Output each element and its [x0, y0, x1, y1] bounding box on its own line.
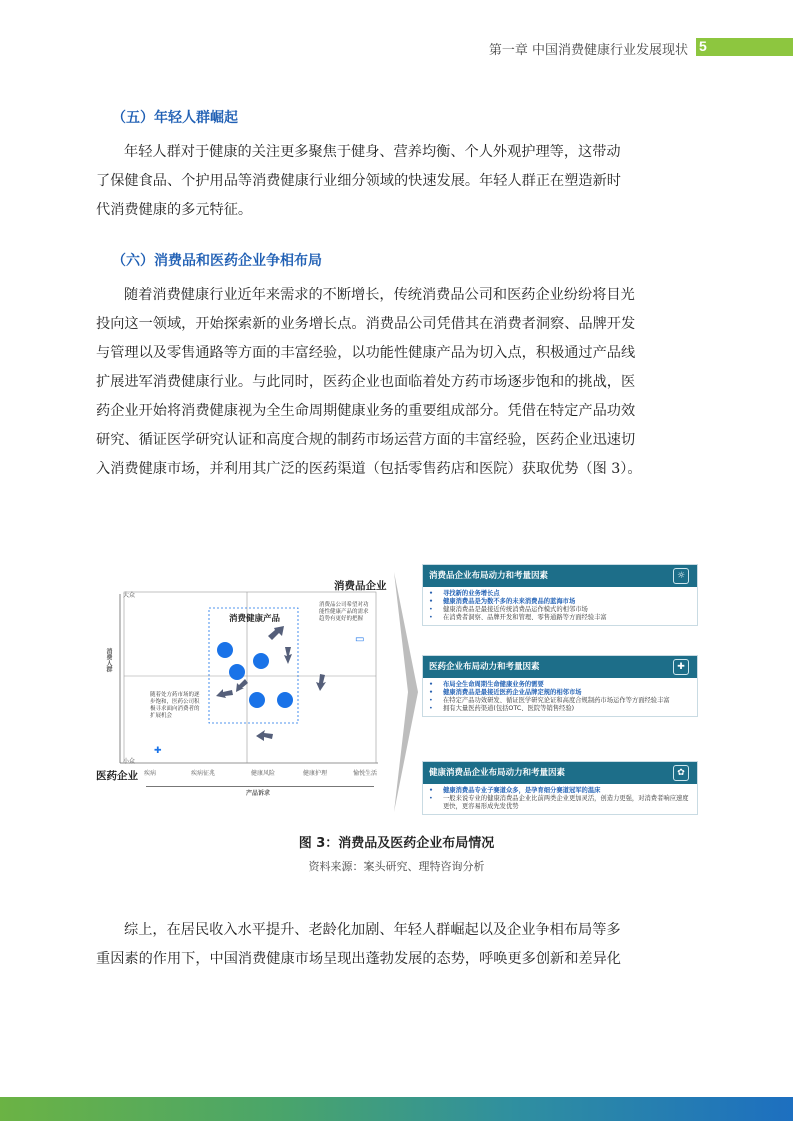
panel-bullet: • 健康消费品是最接近医药企业品牌定规的相邻市场	[429, 689, 582, 696]
panel-bullet: • 布局全生命周期生命健康业务的需要	[429, 681, 544, 688]
paragraph-line: 综上，在居民收入水平提升、老龄化加剧、年轻人群崛起以及企业争相布局等多	[124, 922, 621, 938]
panel-body	[423, 678, 697, 716]
chevron-arrow	[394, 572, 418, 812]
footer-gradient-bar	[0, 1097, 793, 1121]
paragraph-layout	[96, 281, 698, 484]
x-tick-label: 健康风险	[251, 770, 276, 777]
panel-title	[423, 656, 697, 678]
panel-title-text: 消费品企业布局动力和考量因素	[429, 571, 549, 581]
leaf-icon: ✿	[673, 765, 689, 781]
page-number-badge	[696, 38, 793, 56]
panel-bullet: • 一般来说专业的健康消费品企业比前两类企业更加灵活，创造力更强，对消费者响应速度更快，更容易形成先发优势	[429, 795, 689, 810]
paragraph-young	[96, 138, 698, 225]
medicine-icon: ✚	[154, 746, 162, 756]
figure-caption: 图 3：消费品及医药企业布局情况	[298, 836, 495, 851]
paragraph-line: 年轻人群对于健康的关注更多聚焦于健身、营养均衡、个人外观护理等，这带动	[124, 144, 621, 160]
paragraph-line: 与管理以及零售通路等方面的丰富经验，以功能性健康产品为切入点，积极通过产品线	[96, 345, 636, 361]
x-tick-label: 愉悦生活	[353, 770, 378, 777]
paragraph-line: 随着消费健康行业近年来需求的不断增长，传统消费品公司和医药企业纷纷将目光	[124, 287, 635, 303]
x-tick-label: 疾病征兆	[191, 770, 216, 777]
product-circle	[249, 692, 265, 708]
pharma-note: 随着处方药市场的逐步饱和，医药公司积极寻求面向消费者的扩展机会	[150, 692, 200, 719]
paragraph-line: 重因素的作用下，中国消费健康市场呈现出蓬勃发展的态势，呼唤更多创新和差异化	[96, 951, 621, 967]
paragraph-conclusion	[96, 916, 698, 974]
panel-title	[423, 762, 697, 784]
panel-bullet: • 拥有大量医药渠道(包括OTC、医院等销售经验)	[429, 705, 575, 712]
panel-bullet: • 健康消费品是为数不多的未来消费品的蓝海市场	[429, 598, 576, 605]
arrow-group	[216, 626, 326, 741]
x-tick-label: 健康护理	[303, 770, 328, 777]
panel-title-text: 健康消费品企业布局动力和考量因素	[429, 768, 566, 778]
paragraph-line: 药企业开始将消费健康视为全生命周期健康业务的重要组成部分。凭借在特定产品功效	[96, 403, 636, 419]
chapter-title: 第一章 中国消费健康行业发展现状	[488, 43, 688, 58]
panel-body	[423, 587, 697, 625]
panel-bullet: • 寻找新的业务增长点	[429, 590, 500, 597]
pharma-company-label: 医药企业	[96, 770, 138, 782]
section-heading-layout: （六）消费品和医药企业争相布局	[112, 253, 322, 269]
consumer-health-box-label: 消费健康产品	[229, 614, 281, 624]
product-circle	[217, 642, 233, 658]
product-circle	[229, 664, 245, 680]
x-axis-label: 产品诉求	[246, 790, 271, 797]
panel-bullet: • 在消费者洞察、品牌开发和管理、零售通路等方面经验丰富	[429, 614, 607, 621]
panel-title	[423, 565, 697, 587]
panel-health-consumer-factors	[422, 761, 698, 815]
panel-bullet: • 健康消费品专业子赛道众多，是孕育细分赛道冠军的温床	[429, 787, 601, 794]
panel-bullet: • 健康消费品是最接近传统消费品运作模式的相邻市场	[429, 606, 588, 613]
section-heading-young: （五）年轻人群崛起	[112, 110, 238, 126]
panel-body	[423, 784, 697, 814]
figure-source: 资料来源：案头研究、理特咨询分析	[308, 860, 485, 873]
hospital-icon: ✚	[673, 659, 689, 675]
paragraph-line: 研究、循证医学研究认证和高度合规的制药市场运营方面的丰富经验，医药企业迅速切	[96, 432, 636, 448]
paragraph-line: 入消费健康市场，并利用其广泛的医药渠道（包括零售药店和医院）获取优势（图 3）。	[96, 461, 642, 477]
paragraph-line: 投向这一领域，开始探索新的业务增长点。消费品公司凭借其在消费者洞察、品牌开发	[96, 316, 636, 332]
consumer-company-label: 消费品企业	[334, 580, 387, 592]
figure-layout-matrix	[96, 558, 700, 826]
panel-title-text: 医药企业布局动力和考量因素	[429, 662, 540, 672]
product-circle	[253, 653, 269, 669]
y-axis-bottom-label: 小众	[123, 758, 136, 765]
paragraph-line: 扩展进军消费健康行业。与此同时，医药企业也面临着处方药市场逐步饱和的挑战，医	[96, 374, 636, 390]
paragraph-line: 代消费健康的多元特征。	[96, 202, 253, 218]
panel-pharma-factors	[422, 655, 698, 717]
x-tick-label: 疾病	[144, 770, 157, 777]
lightbulb-icon: ☼	[673, 568, 689, 584]
x-axis-arrow	[146, 786, 374, 787]
page-number: 5	[699, 38, 707, 54]
paragraph-line: 了保健食品、个护用品等消费健康行业细分领域的快速发展。年轻人群正在塑造新时	[96, 173, 621, 189]
page-header	[0, 36, 793, 58]
consumer-note: 消费品公司希望对功能性健康产品的需求趋势有更好的把握	[319, 602, 369, 622]
bottle-icon: ▭	[355, 634, 365, 645]
y-axis-top-label: 大众	[123, 592, 136, 599]
y-axis-label: 消费人群	[105, 648, 112, 672]
panel-consumer-factors	[422, 564, 698, 626]
product-circle	[277, 692, 293, 708]
panel-bullet: • 在特定产品功效研发、循证医学研究论证和高度合规制药市场运作等方面经验丰富	[429, 697, 670, 704]
